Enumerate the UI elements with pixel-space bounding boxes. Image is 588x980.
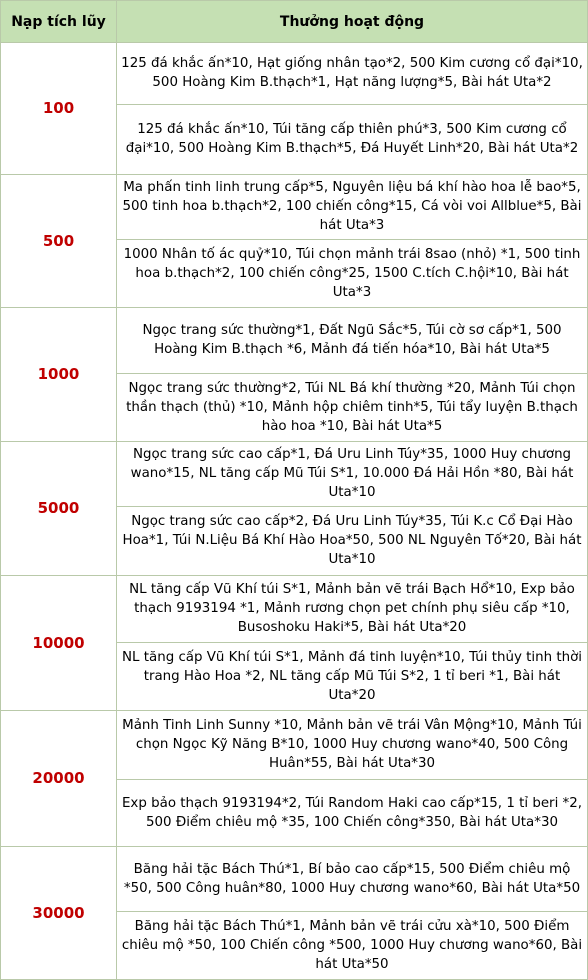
reward-cell: Băng hải tặc Bách Thú*1, Mảnh bản vẽ trái cửu xà*10, 500 Điểm chiêu mộ *50, 100 Chiến công *500, 1000 Huy chương wano*60, Bài hát Uta*50 — [117, 911, 588, 979]
reward-cell: Ma phấn tinh linh trung cấp*5, Nguyên liệu bá khí hào hoa lễ bao*5, 500 tinh hoa b.thạch*2, 100 chiến công*15, Cá vòi voi Allblue*5, Bài hát Uta*3 — [117, 174, 588, 239]
tier-amount: 10000 — [1, 575, 117, 710]
table-row — [1, 43, 588, 105]
reward-cell: Ngọc trang sức thường*2, Túi NL Bá khí thường *20, Mảnh Túi chọn thần thạch (thủ) *10, Mảnh hộp chiêm tinh*5, Túi tẩy luyện B.thạch hào hoa *10, Bài hát Uta*5 — [117, 373, 588, 441]
reward-cell: NL tăng cấp Vũ Khí túi S*1, Mảnh đá tinh luyện*10, Túi thủy tinh thời trang Hào Hoa *2, NL tăng cấp Mũ Túi S*2, 1 tỉ beri *1, Bài hát Uta*20 — [117, 642, 588, 710]
tier-amount: 1000 — [1, 307, 117, 441]
reward-cell: 1000 Nhân tố ác quỷ*10, Túi chọn mảnh trái 8sao (nhỏ) *1, 500 tinh hoa b.thạch*2, 100 chiến công*25, 1500 C.tích C.hội*10, Bài hát Uta*3 — [117, 239, 588, 307]
reward-cell: Băng hải tặc Bách Thú*1, Bí bảo cao cấp*15, 500 Điểm chiêu mộ *50, 500 Công huân*80, 1000 Huy chương wano*60, Bài hát Uta*50 — [117, 846, 588, 911]
reward-cell: Ngọc trang sức thường*1, Đất Ngũ Sắc*5, Túi cờ sơ cấp*1, 500 Hoàng Kim B.thạch *6, Mảnh đá tiến hóa*10, Bài hát Uta*5 — [117, 307, 588, 373]
tier-amount: 20000 — [1, 710, 117, 846]
table-row — [1, 174, 588, 239]
reward-cell: Mảnh Tinh Linh Sunny *10, Mảnh bản vẽ trái Vân Mộng*10, Mảnh Túi chọn Ngọc Kỹ Năng B*10, 1000 Huy chương wano*40, 500 Công Huân*55, Bài hát Uta*30 — [117, 710, 588, 779]
reward-cell: Ngọc trang sức cao cấp*1, Đá Uru Linh Túy*35, 1000 Huy chương wano*15, NL tăng cấp Mũ Túi S*1, 10.000 Đá Hải Hồn *80, Bài hát Uta*10 — [117, 441, 588, 506]
table-row — [1, 575, 588, 642]
tier-amount: 500 — [1, 174, 117, 307]
header-row — [1, 1, 588, 43]
tier-amount: 30000 — [1, 846, 117, 979]
reward-cell: Ngọc trang sức cao cấp*2, Đá Uru Linh Túy*35, Túi K.c Cổ Đại Hào Hoa*1, Túi N.Liệu Bá Khí Hào Hoa*50, 500 NL Nguyên Tố*20, Bài hát Uta*10 — [117, 506, 588, 575]
reward-cell: 125 đá khắc ấn*10, Hạt giống nhân tạo*2, 500 Kim cương cổ đại*10, 500 Hoàng Kim B.thạch*1, Hạt năng lượng*5, Bài hát Uta*2 — [117, 43, 588, 105]
reward-cell: 125 đá khắc ấn*10, Túi tăng cấp thiên phú*3, 500 Kim cương cổ đại*10, 500 Hoàng Kim B.thạch*5, Đá Huyết Linh*20, Bài hát Uta*2 — [117, 104, 588, 174]
table-row — [1, 441, 588, 506]
tier-amount: 100 — [1, 43, 117, 175]
column-header-amount: Nạp tích lũy — [1, 1, 117, 43]
tier-amount: 5000 — [1, 441, 117, 575]
column-header-rewards: Thưởng hoạt động — [117, 1, 588, 43]
table-row — [1, 307, 588, 373]
reward-cell: NL tăng cấp Vũ Khí túi S*1, Mảnh bản vẽ trái Bạch Hổ*10, Exp bảo thạch 9193194 *1, Mảnh rương chọn pet chính phụ siêu cấp *10, Busoshoku Haki*5, Bài hát Uta*20 — [117, 575, 588, 642]
table-row — [1, 710, 588, 779]
reward-cell: Exp bảo thạch 9193194*2, Túi Random Haki cao cấp*15, 1 tỉ beri *2, 500 Điểm chiêu mộ *35, 100 Chiến công*350, Bài hát Uta*30 — [117, 779, 588, 846]
table-row — [1, 846, 588, 911]
